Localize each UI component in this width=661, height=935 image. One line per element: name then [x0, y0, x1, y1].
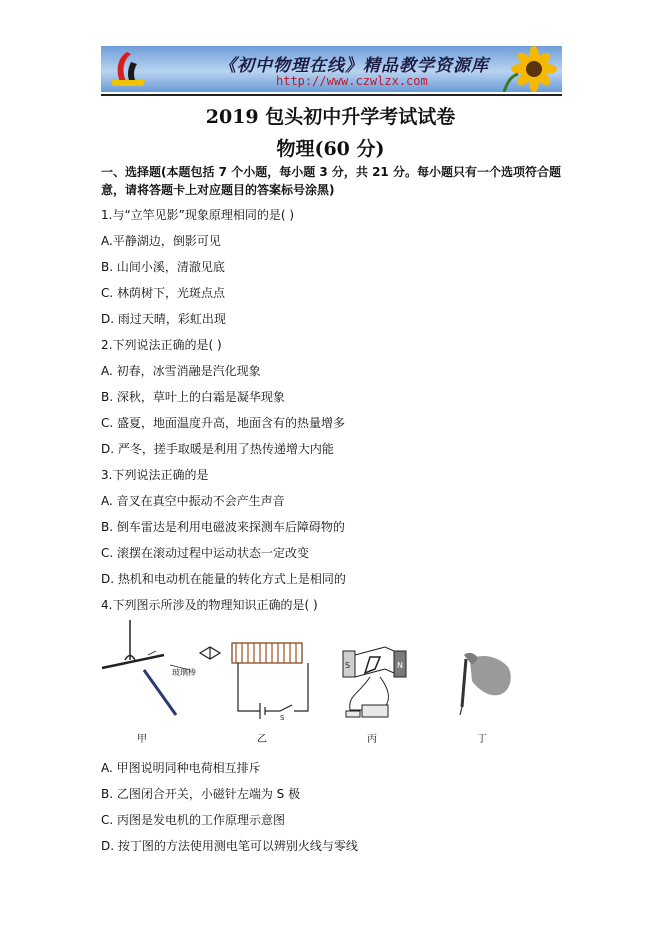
- magnet-s-label: S: [345, 661, 351, 670]
- exam-title: 2019 包头初中升学考试试卷: [205, 106, 456, 128]
- question-stem: 4.下列图示所涉及的物理知识正确的是( ): [101, 598, 318, 612]
- figure-bing: [343, 647, 406, 717]
- figure-ding: [460, 653, 511, 715]
- banner-url[interactable]: http://www.czwlzx.com: [276, 74, 428, 88]
- question-stem: 3.下列说法正确的是: [101, 468, 209, 482]
- option-text: B. 深秋，草叶上的白霜是凝华现象: [101, 390, 285, 404]
- switch-label: S: [280, 714, 285, 722]
- header-rule: [101, 94, 562, 96]
- site-logo-icon: [107, 50, 147, 88]
- option-text: A. 初春，冰雪消融是汽化现象: [101, 364, 261, 378]
- option-text: A.平静湖边，倒影可见: [101, 234, 221, 248]
- figure-caption: 丙: [367, 734, 377, 745]
- option-text: B. 倒车雷达是利用电磁波来探测车后障碍物的: [101, 520, 345, 534]
- option-text: D. 雨过天晴，彩虹出现: [101, 312, 226, 326]
- section-heading: 一、选择题(本题包括 7 个小题，每小题 3 分，共 21 分。每小题只有一个选项符合题意，请将答题卡上对应题目的答案标号涂黑): [101, 165, 561, 197]
- question-stem: 2.下列说法正确的是( ): [101, 338, 222, 352]
- figure-yi: [200, 643, 308, 719]
- option-text: C. 丙图是发电机的工作原理示意图: [101, 813, 286, 827]
- question-stem: 1.与“立竿见影”现象原理相同的是( ): [101, 208, 295, 222]
- option-text: C. 滚摆在滚动过程中运动状态一定改变: [101, 546, 310, 560]
- figure-caption: 丁: [477, 734, 487, 745]
- exam-subject: 物理(60 分): [276, 138, 385, 160]
- option-text: D. 热机和电动机在能量的转化方式上是相同的: [101, 572, 346, 586]
- figure-caption: 甲: [137, 734, 147, 745]
- header-banner: [101, 46, 562, 92]
- rod-label: 玻璃棒: [172, 668, 196, 677]
- option-text: B. 山间小溪，清澈见底: [101, 260, 225, 274]
- option-text: C. 盛夏，地面温度升高，地面含有的热量增多: [101, 416, 346, 430]
- option-text: C. 林荫树下，光斑点点: [101, 286, 226, 300]
- figure-caption: 乙: [257, 734, 267, 745]
- magnet-n-label: N: [397, 661, 403, 670]
- option-text: A. 甲图说明同种电荷相互排斥: [101, 761, 261, 775]
- question-figures: [100, 615, 570, 745]
- option-text: A. 音叉在真空中振动不会产生声音: [101, 494, 285, 508]
- option-text: B. 乙图闭合开关，小磁针左端为 S 极: [101, 787, 301, 801]
- option-text: D. 严冬，搓手取暖是利用了热传递增大内能: [101, 442, 334, 456]
- sunflower-icon: [498, 46, 558, 92]
- banner-title: 《初中物理在线》精品教学资源库: [219, 56, 489, 76]
- option-text: D. 按丁图的方法使用测电笔可以辨别火线与零线: [101, 839, 358, 853]
